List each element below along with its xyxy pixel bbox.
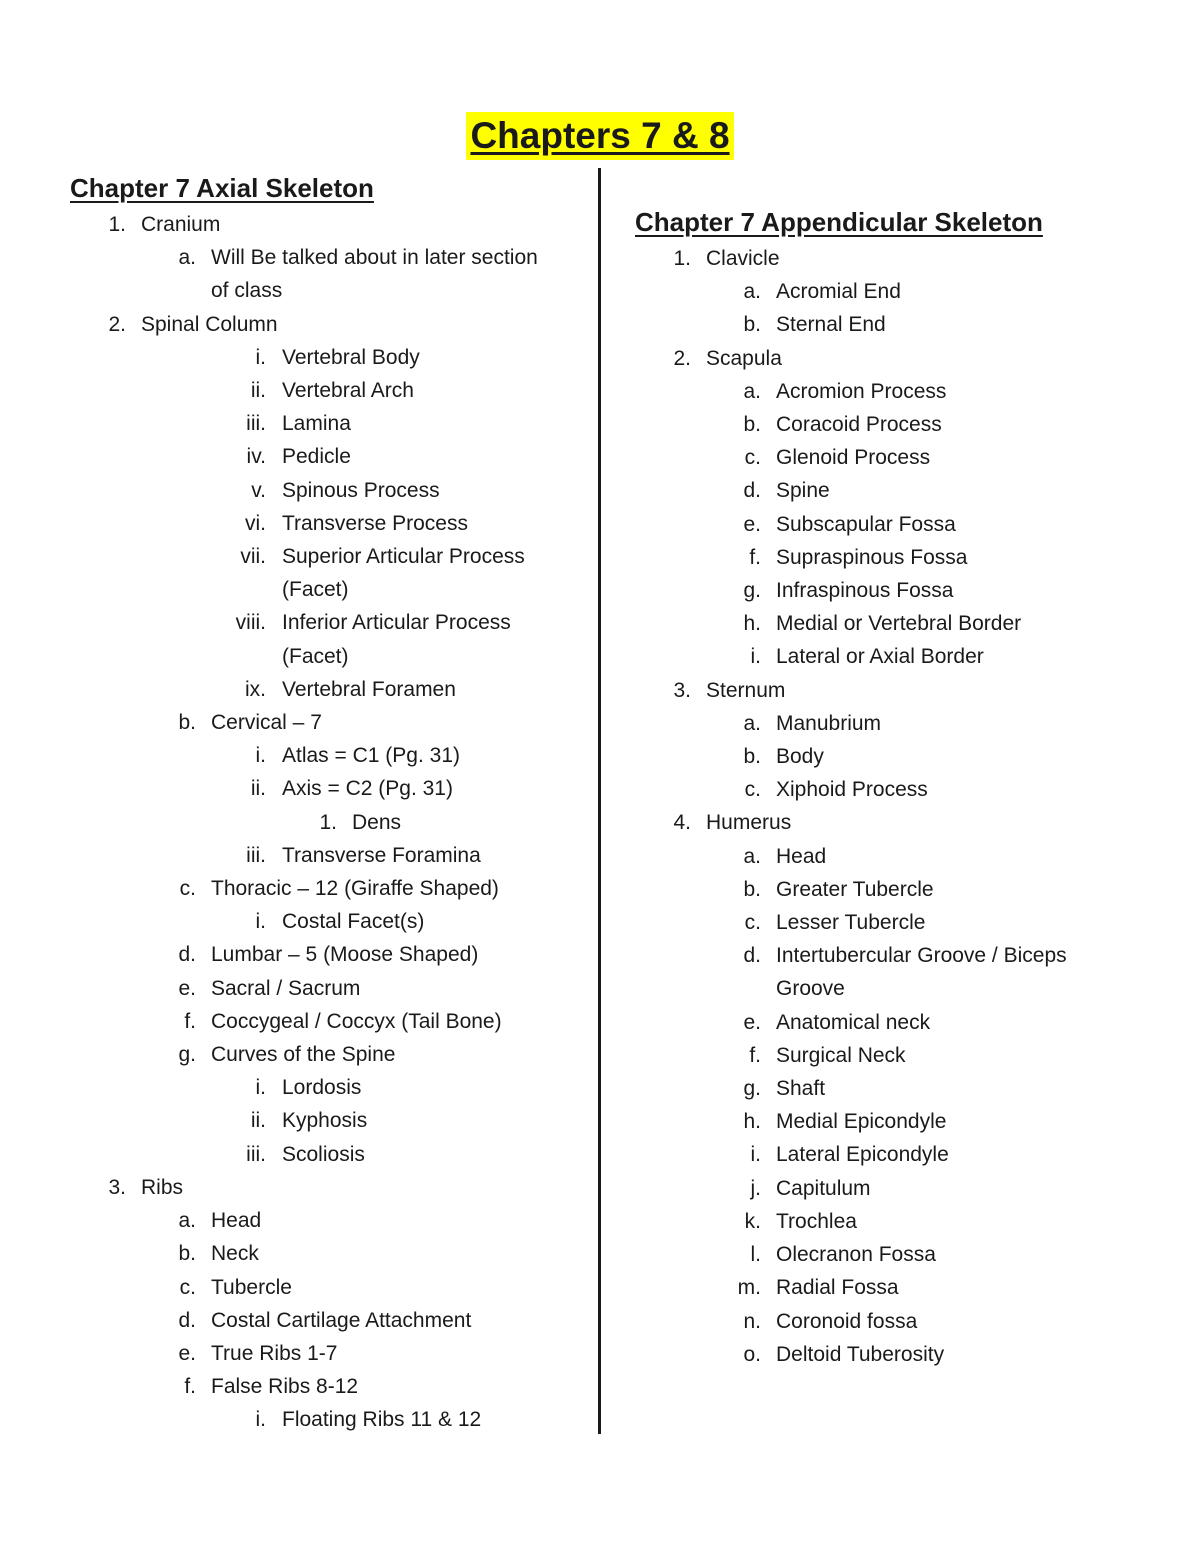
list-item	[635, 441, 1145, 474]
list-item	[70, 972, 585, 1005]
list-item-text: Kyphosis	[282, 1109, 368, 1133]
list-marker: f.	[184, 1375, 196, 1399]
list-marker: a.	[743, 844, 761, 868]
list-marker: g.	[178, 1043, 196, 1067]
list-item	[70, 1138, 585, 1171]
list-item-text: Humerus	[706, 811, 792, 835]
list-marker: 1.	[673, 247, 691, 270]
list-item-text: Acromion Process	[776, 379, 947, 403]
list-item-text: Transverse Foramina	[282, 843, 481, 867]
list-marker: d.	[178, 943, 196, 967]
list-item-text: Atlas = C1 (Pg. 31)	[282, 744, 460, 768]
list-item-text: Radial Fossa	[776, 1276, 899, 1300]
list-marker: i.	[750, 645, 761, 669]
list-item-text: Coronoid fossa	[776, 1309, 918, 1333]
list-item	[70, 1038, 585, 1071]
list-item	[635, 1238, 1145, 1271]
list-marker: c.	[744, 446, 761, 470]
list-marker: i.	[255, 910, 266, 934]
list-item	[70, 905, 585, 938]
list-item-text: Greater Tubercle	[776, 877, 934, 901]
list-item-text: Vertebral Body	[282, 345, 420, 369]
list-item	[635, 1338, 1145, 1371]
section-heading: Chapter 7 Appendicular Skeleton	[635, 207, 1043, 237]
list-marker: j.	[750, 1176, 761, 1200]
list-item-text: Scapula	[706, 346, 782, 370]
list-marker: a.	[743, 711, 761, 735]
list-item-text: Spine	[776, 479, 830, 503]
appendicular-skeleton-column	[635, 202, 1145, 1371]
list-item-text: Superior Articular Process (Facet)	[282, 545, 525, 602]
list-item-text: Lateral Epicondyle	[776, 1143, 949, 1167]
list-item-text: Subscapular Fossa	[776, 512, 956, 536]
list-marker: i.	[255, 1076, 266, 1100]
list-marker: ix.	[245, 677, 266, 701]
list-marker: b.	[743, 877, 761, 901]
list-marker: iv.	[246, 445, 266, 469]
list-item-text: Sacral / Sacrum	[211, 976, 361, 1000]
list-item-text: Costal Facet(s)	[282, 910, 425, 934]
list-item-text: Coccygeal / Coccyx (Tail Bone)	[211, 1009, 502, 1033]
list-item	[635, 707, 1145, 740]
list-marker: i.	[750, 1143, 761, 1167]
list-marker: e.	[743, 512, 761, 536]
page-title	[0, 112, 1200, 160]
list-marker: a.	[178, 1209, 196, 1233]
list-marker: f.	[749, 1043, 761, 1067]
list-marker: m.	[737, 1276, 761, 1300]
list-item-text: Pedicle	[282, 445, 351, 469]
list-marker: i.	[255, 1408, 266, 1432]
list-marker: h.	[743, 1110, 761, 1134]
list-item-text: Trochlea	[776, 1209, 857, 1233]
list-item	[635, 1205, 1145, 1238]
list-item	[70, 606, 538, 672]
list-item-text: True Ribs 1-7	[211, 1341, 338, 1365]
list-marker: 3.	[108, 1175, 126, 1199]
list-marker: vi.	[245, 511, 266, 535]
list-item-text: Surgical Neck	[776, 1043, 906, 1067]
list-item	[635, 740, 1145, 773]
list-item-text: Intertubercular Groove / Biceps Groove	[776, 944, 1067, 1001]
list-item-text: Medial or Vertebral Border	[776, 612, 1022, 636]
list-item	[635, 1105, 1145, 1138]
list-item	[635, 1006, 1145, 1039]
list-marker: b.	[743, 313, 761, 337]
list-item-text: Thoracic – 12 (Giraffe Shaped)	[211, 877, 499, 901]
list-item-text: Body	[776, 745, 824, 769]
list-item	[70, 806, 585, 839]
list-item-text: Spinous Process	[282, 478, 440, 502]
list-item	[635, 773, 1145, 806]
column-divider	[598, 168, 601, 1434]
list-item	[635, 1271, 1145, 1304]
list-marker: 3.	[673, 678, 691, 702]
list-item	[635, 474, 1145, 507]
list-item-text: Olecranon Fossa	[776, 1243, 936, 1267]
list-item	[635, 342, 1145, 375]
list-item	[70, 872, 585, 905]
list-item	[70, 1271, 585, 1304]
list-marker: b.	[178, 711, 196, 735]
list-item	[70, 1403, 585, 1436]
list-marker: 1.	[319, 810, 337, 834]
list-item-text: Lateral or Axial Border	[776, 645, 984, 669]
list-item	[70, 839, 585, 872]
list-marker: c.	[179, 1275, 196, 1299]
list-marker: 2.	[673, 346, 691, 370]
list-marker: d.	[743, 944, 761, 968]
list-item	[635, 806, 1145, 839]
list-item-text: Curves of the Spine	[211, 1043, 396, 1067]
list-item	[70, 1370, 585, 1403]
list-item	[635, 1305, 1145, 1338]
list-item-text: Medial Epicondyle	[776, 1110, 947, 1134]
list-marker: iii.	[246, 1142, 266, 1166]
list-marker: c.	[744, 778, 761, 802]
list-item-text: Head	[211, 1209, 262, 1233]
list-item	[635, 1072, 1145, 1105]
list-item	[70, 1071, 585, 1104]
list-item	[70, 341, 585, 374]
list-item	[70, 1337, 585, 1370]
list-item-text: Dens	[352, 810, 402, 834]
list-item	[70, 673, 585, 706]
list-marker: d.	[178, 1308, 196, 1332]
list-item-text: Lumbar – 5 (Moose Shaped)	[211, 943, 479, 967]
list-item-text: Head	[776, 844, 827, 868]
list-item	[635, 541, 1145, 574]
list-marker: n.	[743, 1309, 761, 1333]
list-item	[70, 1304, 585, 1337]
list-item	[70, 772, 585, 805]
list-item-text: Capitulum	[776, 1176, 871, 1200]
list-item-text: Scoliosis	[282, 1142, 365, 1166]
list-marker: 1.	[108, 213, 126, 236]
list-item-text: Vertebral Foramen	[282, 677, 456, 701]
list-item	[635, 939, 1090, 1005]
list-item-text: Spinal Column	[141, 312, 278, 336]
list-marker: iii.	[246, 412, 266, 436]
list-item-text: Inferior Articular Process (Facet)	[282, 611, 511, 668]
list-item	[635, 275, 1145, 308]
list-marker: 2.	[108, 312, 126, 336]
list-item-text: Ribs	[141, 1175, 184, 1199]
list-item	[635, 640, 1145, 673]
list-item-text: Neck	[211, 1242, 259, 1266]
list-item-text: Axis = C2 (Pg. 31)	[282, 777, 453, 801]
list-item	[70, 374, 585, 407]
list-item-text: Cervical – 7	[211, 711, 322, 735]
list-item	[70, 507, 585, 540]
list-item	[70, 241, 552, 307]
list-marker: l.	[750, 1243, 761, 1267]
list-marker: b.	[743, 413, 761, 437]
list-marker: e.	[178, 1341, 196, 1365]
list-marker: g.	[743, 1077, 761, 1101]
list-item	[70, 308, 585, 341]
list-marker: b.	[178, 1242, 196, 1266]
list-item	[635, 242, 1145, 275]
list-item-text: Deltoid Tuberosity	[776, 1342, 945, 1366]
list-marker: ii.	[250, 379, 266, 403]
list-marker: k.	[744, 1209, 761, 1233]
list-item-text: Clavicle	[706, 247, 780, 270]
list-marker: a.	[178, 246, 196, 270]
list-item-text: Supraspinous Fossa	[776, 545, 968, 569]
list-item-text: Anatomical neck	[776, 1010, 931, 1034]
list-item	[70, 1237, 585, 1270]
list-marker: a.	[743, 379, 761, 403]
list-item	[70, 1104, 585, 1137]
list-item	[635, 840, 1145, 873]
list-item	[635, 1039, 1145, 1072]
list-item	[635, 1172, 1145, 1205]
list-item-text: Shaft	[776, 1077, 826, 1101]
list-item	[70, 540, 538, 606]
list-item	[70, 1204, 585, 1237]
list-item	[70, 1005, 585, 1038]
list-marker: c.	[744, 911, 761, 935]
list-marker: ii.	[250, 777, 266, 801]
list-item	[70, 739, 585, 772]
list-item-text: Manubrium	[776, 711, 882, 735]
list-item-text: Floating Ribs 11 & 12	[282, 1408, 482, 1432]
list-marker: iii.	[246, 843, 266, 867]
list-marker: 4.	[673, 811, 691, 835]
list-marker: g.	[743, 579, 761, 603]
list-item	[635, 408, 1145, 441]
list-item	[635, 308, 1145, 341]
list-marker: h.	[743, 612, 761, 636]
outline-list	[635, 242, 1145, 1371]
list-item	[70, 440, 585, 473]
list-item	[70, 706, 585, 739]
list-item	[70, 407, 585, 440]
list-item	[70, 474, 585, 507]
list-item-text: Sternal End	[776, 313, 886, 337]
list-item	[635, 1138, 1145, 1171]
list-item	[635, 607, 1145, 640]
list-item	[635, 873, 1145, 906]
list-marker: c.	[179, 877, 196, 901]
list-item-text: Will Be talked about in later section of class	[211, 246, 538, 303]
list-item	[635, 574, 1145, 607]
list-item-text: Xiphoid Process	[776, 778, 928, 802]
section-heading: Chapter 7 Axial Skeleton	[70, 173, 374, 203]
list-item-text: Lordosis	[282, 1076, 362, 1100]
list-item-text: Acromial End	[776, 280, 901, 304]
list-item-text: Costal Cartilage Attachment	[211, 1308, 472, 1332]
list-item-text: False Ribs 8-12	[211, 1375, 359, 1399]
list-item-text: Sternum	[706, 678, 786, 702]
list-item-text: Glenoid Process	[776, 446, 931, 470]
list-item-text: Transverse Process	[282, 511, 468, 535]
list-marker: d.	[743, 479, 761, 503]
outline-list	[70, 208, 585, 1437]
list-item-text: Lamina	[282, 412, 351, 436]
list-marker: e.	[743, 1010, 761, 1034]
list-marker: f.	[184, 1009, 196, 1033]
axial-skeleton-column	[70, 168, 585, 1437]
list-item	[70, 208, 585, 241]
list-marker: i.	[255, 345, 266, 369]
list-marker: a.	[743, 280, 761, 304]
list-item-text: Tubercle	[211, 1275, 292, 1299]
list-item-text: Infraspinous Fossa	[776, 579, 954, 603]
list-marker: viii.	[235, 611, 266, 635]
list-item-text: Lesser Tubercle	[776, 911, 926, 935]
list-item	[70, 1171, 585, 1204]
list-item-text: Vertebral Arch	[282, 379, 414, 403]
list-item	[635, 674, 1145, 707]
list-marker: f.	[749, 545, 761, 569]
list-item-text: Coracoid Process	[776, 413, 942, 437]
list-marker: v.	[251, 478, 266, 502]
list-marker: i.	[255, 744, 266, 768]
list-marker: e.	[178, 976, 196, 1000]
list-item	[70, 938, 585, 971]
list-item-text: Cranium	[141, 213, 221, 236]
list-item	[635, 906, 1145, 939]
list-marker: b.	[743, 745, 761, 769]
list-marker: ii.	[250, 1109, 266, 1133]
list-item	[635, 375, 1145, 408]
list-marker: vii.	[240, 545, 266, 569]
list-marker: o.	[743, 1342, 761, 1366]
page-title-text: Chapters 7 & 8	[466, 112, 733, 160]
list-item	[635, 508, 1145, 541]
